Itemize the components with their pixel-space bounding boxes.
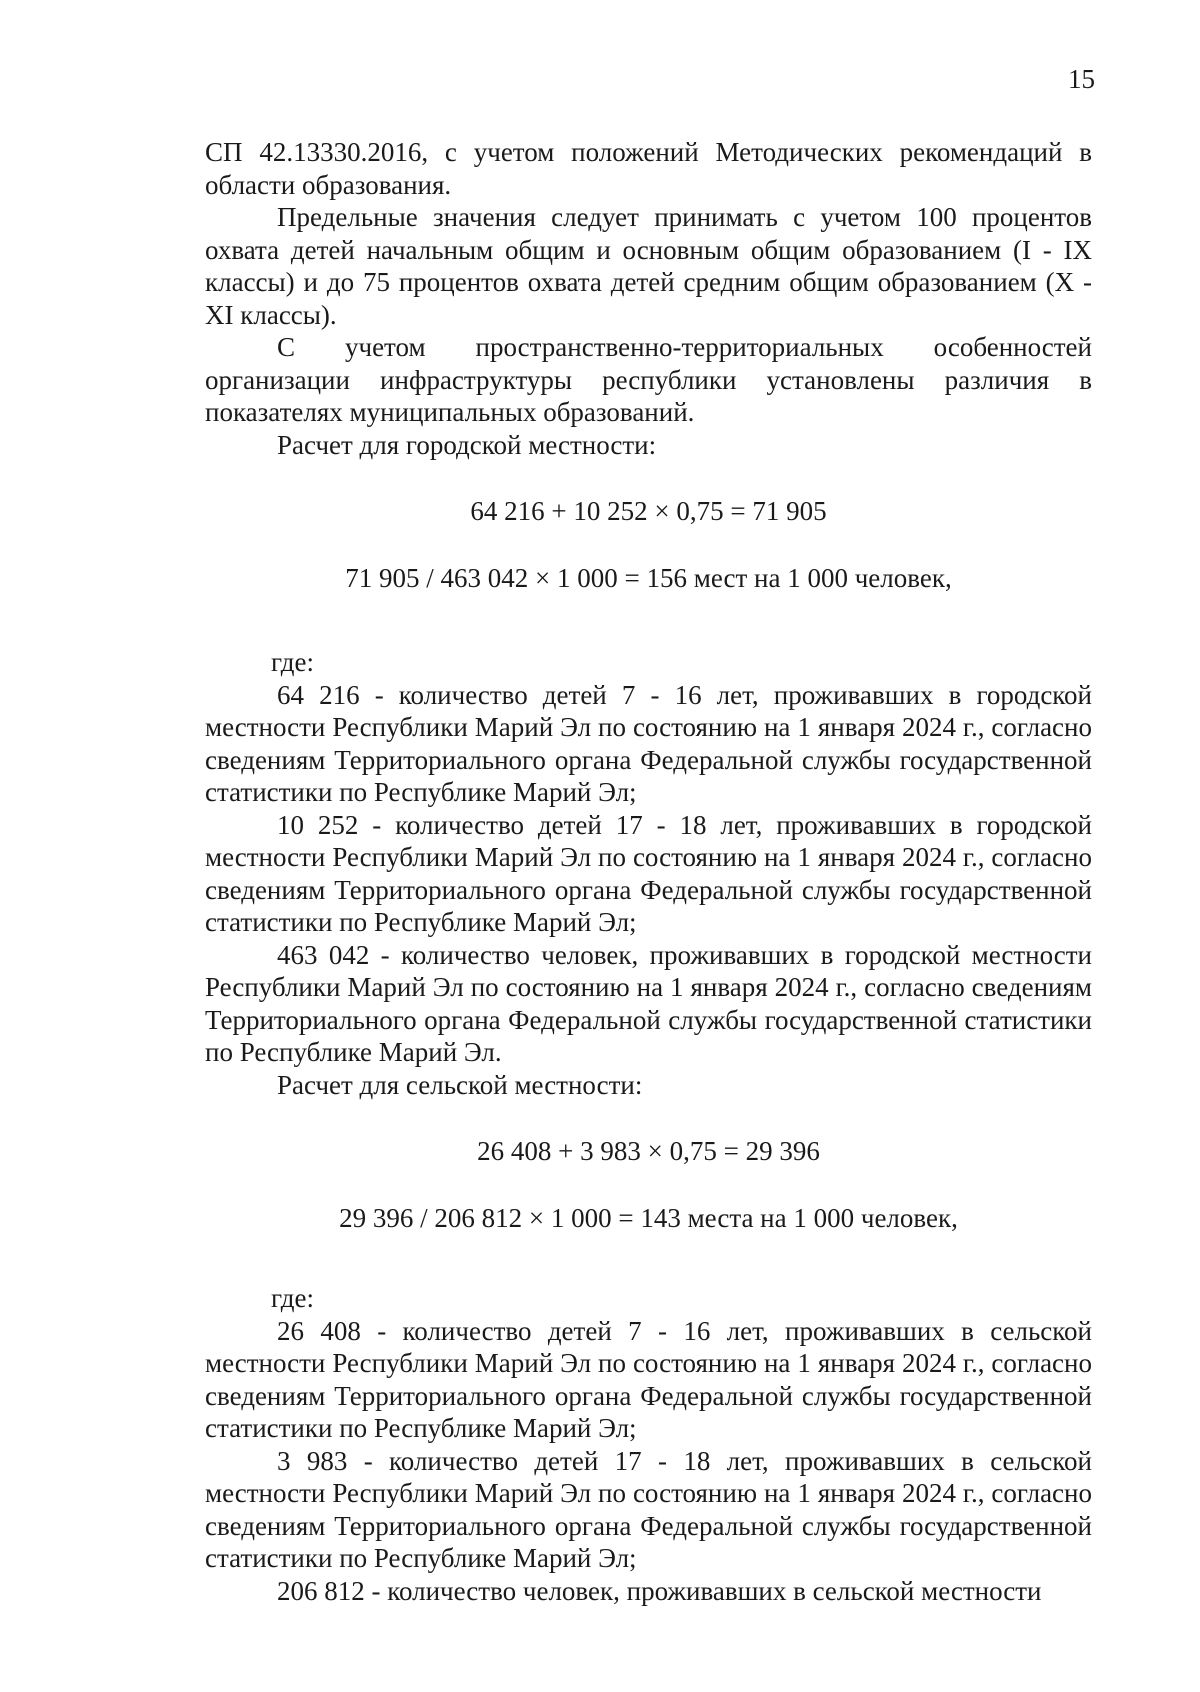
rural-formula-sum: 26 408 + 3 983 × 0,75 = 29 396	[477, 1136, 820, 1166]
rural-definition-population: 206 812 - количество человек, проживавших в сельской местности	[277, 1575, 1042, 1606]
urban-formula-sum: 64 216 + 10 252 × 0,75 = 71 905	[470, 496, 827, 526]
urban-definition-children-7-16: 64 216 - количество детей 7 - 16 лет, проживавших в городской местности Республики Марий Эл по состоянию на 1 января 2024 г., согласно сведениям Территориального органа Федеральной службы государственной статистики по Республике Марий Эл;	[205, 679, 1092, 807]
rural-definition-children-17-18: 3 983 - количество детей 17 - 18 лет, проживавших в сельской местности Республики Марий Эл по состоянию на 1 января 2024 г., согласно сведениям Территориального органа Федеральной службы государственной статистики по Республике Марий Эл;	[205, 1445, 1092, 1573]
urban-calculation-heading: Расчет для городской местности:	[277, 429, 657, 460]
paragraph-limit-values: Предельные значения следует принимать с учетом 100 процентов охвата детей начальным общим и основным общим образованием (I - IX классы) и до 75 процентов охвата детей средним общим образованием (X - XI классы).	[205, 202, 1092, 330]
urban-definition-children-17-18: 10 252 - количество детей 17 - 18 лет, проживавших в городской местности Республики Марий Эл по состоянию на 1 января 2024 г., согласно сведениям Территориального органа Федеральной службы государственной статистики по Республике Марий Эл;	[205, 809, 1092, 937]
urban-where-label: где:	[271, 647, 314, 677]
document-body	[205, 136, 1092, 1607]
urban-formula-ratio: 71 905 / 463 042 × 1 000 = 156 мест на 1 000 человек,	[345, 562, 952, 593]
page-number: 15	[1068, 64, 1095, 94]
rural-where-label: где:	[271, 1283, 314, 1313]
rural-calculation-heading: Расчет для сельской местности:	[277, 1069, 643, 1100]
paragraph-territorial-differences: С учетом пространственно-территориальных особенностей организации инфраструктуры республики установлены различия в показателях муниципальных образований.	[205, 332, 1092, 427]
rural-formula-ratio: 29 396 / 206 812 × 1 000 = 143 места на 1 000 человек,	[339, 1202, 958, 1233]
urban-definition-population: 463 042 - количество человек, проживавших в городской местности Республики Марий Эл по состоянию на 1 января 2024 г., согласно сведениям Территориального органа Федеральной службы государственной статистики по Республике Марий Эл.	[205, 939, 1092, 1067]
paragraph-sp-reference: СП 42.13330.2016, с учетом положений Методических рекомендаций в области образования.	[205, 137, 1092, 200]
rural-definition-children-7-16: 26 408 - количество детей 7 - 16 лет, проживавших в сельской местности Республики Марий Эл по состоянию на 1 января 2024 г., согласно сведениям Территориального органа Федеральной службы государственной статистики по Республике Марий Эл;	[205, 1315, 1092, 1443]
